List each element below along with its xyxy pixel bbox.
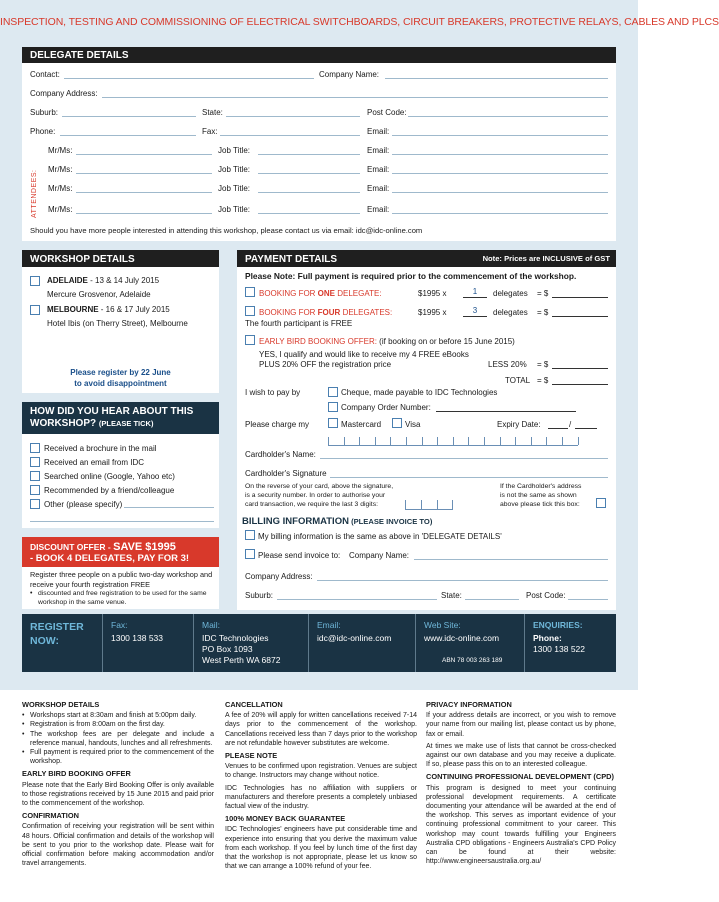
page-title: INSPECTION, TESTING AND COMMISSIONING OF ELECTRICAL SWITCHBOARDS, CIRCUIT BREAKERS, PROTECTIVE RELAYS, CABLES AND PLCS <box>0 16 719 28</box>
address-note-3: above please tick this box: <box>500 501 580 508</box>
billing-state-label: State: <box>441 591 462 600</box>
card-digit-tick <box>500 437 501 445</box>
attendee-1-job-label: Job Title: <box>218 146 251 155</box>
delegate-details-header: DELEGATE DETAILS <box>22 47 616 63</box>
company-name-field[interactable] <box>385 78 608 79</box>
reverse-line-3: card transaction, we require the last 3 digits: <box>245 501 378 508</box>
visa-checkbox[interactable] <box>392 418 402 428</box>
attendee-1-job-field[interactable] <box>258 154 360 155</box>
email-label: Email: <box>367 127 390 136</box>
state-label: State: <box>202 108 223 117</box>
card-digit-tick <box>375 437 376 445</box>
register-deadline-1: Please register by 22 June <box>70 368 171 377</box>
attendee-4-name-field[interactable] <box>76 213 212 214</box>
billing-suburb-label: Suburb: <box>245 591 274 600</box>
card-digit-tick <box>546 437 547 445</box>
booking-one-checkbox[interactable] <box>245 287 255 297</box>
billing-state-field[interactable] <box>465 599 519 600</box>
booking-one-label: BOOKING FOR ONE DELEGATE: <box>259 289 382 298</box>
cheque-checkbox[interactable] <box>328 387 338 397</box>
attendee-2-job-field[interactable] <box>258 173 360 174</box>
attendee-3-email-field[interactable] <box>392 192 608 193</box>
suburb-field[interactable] <box>62 116 196 117</box>
terms-column-2: CANCELLATION A fee of 20% will apply for written cancellations received 7-14 days prior to the commencement of the workshop. Cancellations received less than 7 days prior to the workshop are not refundable however substitutes are welcome. PLEASE NOTE Venues to be confirmed upon registration. Venues are subject to change. Instructors may change without notice. IDC Technologies has no affiliation with suppliers or manufacturers and therefore presents a completely unbiased factual view of the industry. 100% MONEY BACK GUARANTEE IDC Technologies' engineers have put considerable time and experience into ensuring that you derive the maximum value from each workshop. If you feel by lunch time of the first day that the workshop is not appropriate, please let us know so that we can arrange a 100% refund of your fee. <box>225 700 417 871</box>
hear-about-header <box>22 402 219 434</box>
hear-online-checkbox[interactable] <box>30 471 40 481</box>
cardholder-name-label: Cardholder's Name: <box>245 450 316 459</box>
billing-postcode-label: Post Code: <box>526 591 566 600</box>
card-digit-tick <box>422 437 423 445</box>
address-note-1: If the Cardholder's address <box>500 483 582 490</box>
attendee-4-name-label: Mr/Ms: <box>48 205 73 214</box>
discount-line-2: - BOOK 4 DELEGATES, PAY FOR 3! <box>30 553 190 564</box>
billing-address-label: Company Address: <box>245 572 313 581</box>
pay-by-label: I wish to pay by <box>245 388 301 397</box>
booking-one-qty-line <box>463 297 487 298</box>
ebook-line-1: YES, I qualify and would like to receive my 4 FREE eBooks <box>259 350 469 359</box>
attendee-2-name-label: Mr/Ms: <box>48 165 73 174</box>
terms-column-1: WORKSHOP DETAILS • Workshops start at 8:30am and finish at 5:00pm daily. • Registration is from 8:00am on the first day. • The workshop fees are per delegate and include a reference manual, handouts, lunches and all refreshments. • Full payment is required prior to the commencement of the workshop. EARLY BIRD BOOKING OFFER Please note that the Early Bird Booking Offer is only available to those registrations received by 15 June 2015 and paid prior to the commencement of the workshop. CONFIRMATION Confirmation of receiving your registration will be sent within 48 hours. Official confirmation and details of the workshop will be sent to you prior to the workshop date. Please wait for official confirmation before making accommodation and/or travel arrangements. <box>22 700 214 871</box>
hear-email-label: Received an email from IDC <box>44 458 145 467</box>
card-digit-tick <box>437 437 438 445</box>
total-label: TOTAL <box>505 376 531 385</box>
booking-four-checkbox[interactable] <box>245 306 255 316</box>
booking-four-equals: = $ <box>537 308 549 317</box>
card-digit-tick <box>453 437 454 445</box>
fax-field[interactable] <box>220 135 360 136</box>
attendee-1-name-label: Mr/Ms: <box>48 146 73 155</box>
fourth-free-note: The fourth participant is FREE <box>245 319 353 328</box>
total-equals: = $ <box>537 376 549 385</box>
post-code-label: Post Code: <box>367 108 407 117</box>
attendees-label: ATTENDEES: <box>31 169 38 218</box>
hear-other-checkbox[interactable] <box>30 499 40 509</box>
charge-my-label: Please charge my <box>245 420 310 429</box>
billing-same-label: My billing information is the same as above in 'DELEGATE DETAILS' <box>258 532 502 541</box>
fax-label: Fax: <box>202 127 218 136</box>
contact-label: Contact: <box>30 70 60 79</box>
attendee-1-email-field[interactable] <box>392 154 608 155</box>
attendee-3-email-label: Email: <box>367 184 390 193</box>
less-20-label: LESS 20% <box>488 360 527 369</box>
attendee-3-name-label: Mr/Ms: <box>48 184 73 193</box>
visa-label: Visa <box>405 420 421 429</box>
footer-mail: Mail: IDC Technologies PO Box 1093 West Perth WA 6872 <box>202 620 281 665</box>
mastercard-checkbox[interactable] <box>328 418 338 428</box>
register-now-label: REGISTER NOW: <box>30 621 84 647</box>
hear-header-line-2: WORKSHOP? (PLEASE TICK) <box>30 418 154 429</box>
expiry-year-field[interactable] <box>575 428 597 429</box>
card-digit-tick <box>390 437 391 445</box>
card-digit-tick <box>359 437 360 445</box>
less-20-equals: = $ <box>537 360 549 369</box>
footer-abn: ABN 78 003 263 189 <box>442 657 503 664</box>
expiry-slash: / <box>569 420 572 429</box>
attendee-4-email-label: Email: <box>367 205 390 214</box>
card-digit-tick <box>328 437 329 445</box>
footer-email[interactable]: Email: idc@idc-online.com <box>317 620 392 643</box>
company-name-label: Company Name: <box>319 70 380 79</box>
hear-friend-checkbox[interactable] <box>30 485 40 495</box>
contact-field[interactable] <box>64 78 314 79</box>
payment-header-title: PAYMENT DETAILS <box>245 254 338 265</box>
security-digits-field[interactable] <box>405 500 453 510</box>
card-digit-tick <box>344 437 345 445</box>
discount-bullet-2: workshop in the same venue. <box>38 599 127 606</box>
discount-bullet-1: discounted and free registration to be used for the same <box>38 590 207 597</box>
attendee-3-name-field[interactable] <box>76 192 212 193</box>
billing-same-checkbox[interactable] <box>245 530 255 540</box>
card-digit-tick <box>406 437 407 445</box>
expiry-label: Expiry Date: <box>497 420 541 429</box>
card-digit-tick <box>468 437 469 445</box>
delegate-details-panel <box>22 63 616 241</box>
card-digit-tick <box>578 437 579 445</box>
company-address-label: Company Address: <box>30 89 98 98</box>
hear-other-field-2[interactable] <box>30 521 214 522</box>
billing-company-field[interactable] <box>414 559 608 560</box>
cardholder-name-field[interactable] <box>320 458 608 459</box>
booking-four-qty-line <box>463 316 487 317</box>
gst-note: Note: Prices are INCLUSIVE of GST <box>482 254 610 263</box>
hear-brochure-checkbox[interactable] <box>30 443 40 453</box>
attendee-4-email-field[interactable] <box>392 213 608 214</box>
attendee-2-email-label: Email: <box>367 165 390 174</box>
billing-header: BILLING INFORMATION (PLEASE INVOICE TO) <box>242 516 433 527</box>
company-order-label: Company Order Number: <box>341 403 431 412</box>
phone-label: Phone: <box>30 127 56 136</box>
booking-one-price: $1995 x <box>418 289 447 298</box>
early-bird-label: EARLY BIRD BOOKING OFFER: (if booking on or before 15 June 2015) <box>259 337 515 346</box>
post-code-field[interactable] <box>408 116 608 117</box>
billing-address-field[interactable] <box>317 580 608 581</box>
attendee-4-job-field[interactable] <box>258 213 360 214</box>
attendee-2-job-label: Job Title: <box>218 165 251 174</box>
booking-one-equals: = $ <box>537 289 549 298</box>
attendee-2-name-field[interactable] <box>76 173 212 174</box>
booking-one-qty[interactable]: 1 <box>472 287 478 296</box>
mastercard-label: Mastercard <box>341 420 382 429</box>
cheque-label: Cheque, made payable to IDC Technologies <box>341 388 498 397</box>
attendee-3-job-label: Job Title: <box>218 184 251 193</box>
discount-desc-2: receive your fourth registration FREE <box>30 580 151 589</box>
booking-one-amount-field[interactable] <box>552 297 608 298</box>
address-different-checkbox[interactable] <box>596 498 606 508</box>
address-note-2: is not the same as shown <box>500 492 577 499</box>
cardholder-signature-label: Cardholder's Signature <box>245 469 327 478</box>
booking-four-qty[interactable]: 3 <box>472 306 478 315</box>
booking-four-amount-field[interactable] <box>552 316 608 317</box>
hear-other-label: Other (please specify) <box>44 500 123 509</box>
melbourne-option: MELBOURNE - 16 & 17 July 2015 <box>47 305 170 314</box>
booking-four-delegates: delegates <box>493 308 528 317</box>
card-digit-tick <box>484 437 485 445</box>
register-now-bar <box>22 614 616 672</box>
reverse-line-1: On the reverse of your card, above the signature, <box>245 483 394 490</box>
adelaide-checkbox[interactable] <box>30 276 40 286</box>
billing-send-label: Please send invoice to: <box>258 551 341 560</box>
company-address-field[interactable] <box>102 97 608 98</box>
hear-other-field[interactable] <box>124 507 214 508</box>
ebook-line-2: PLUS 20% OFF the registration price <box>259 360 392 369</box>
total-amount-field[interactable] <box>552 384 608 385</box>
footer-fax: Fax: 1300 138 533 <box>111 620 163 643</box>
early-bird-checkbox[interactable] <box>245 335 255 345</box>
footer-website[interactable]: Web Site: www.idc-online.com ABN 78 003 263 189 <box>424 620 503 664</box>
hear-friend-label: Recommended by a friend/colleague <box>44 486 175 495</box>
company-order-field[interactable] <box>436 411 576 412</box>
workshop-details-header: WORKSHOP DETAILS <box>22 250 219 267</box>
billing-postcode-field[interactable] <box>568 599 608 600</box>
reverse-line-2: is a security number. In order to authorise your <box>245 492 386 499</box>
expiry-month-field[interactable] <box>548 428 568 429</box>
billing-company-label: Company Name: <box>349 551 410 560</box>
less-20-amount-field[interactable] <box>552 368 608 369</box>
card-number-field[interactable] <box>328 445 578 446</box>
payment-details-header <box>237 250 616 267</box>
attendee-1-name-field[interactable] <box>76 154 212 155</box>
company-order-checkbox[interactable] <box>328 402 338 412</box>
adelaide-option: ADELAIDE - 13 & 14 July 2015 <box>47 276 160 285</box>
cardholder-signature-field[interactable] <box>330 477 608 478</box>
security-digit-divider-1 <box>421 500 422 510</box>
hear-header-line-1: HOW DID YOU HEAR ABOUT THIS <box>30 406 194 417</box>
attendee-1-email-label: Email: <box>367 146 390 155</box>
card-digit-tick <box>562 437 563 445</box>
terms-column-3: PRIVACY INFORMATION If your address details are incorrect, or you wish to remove your name from our mailing list, please contact us by phone, fax or email. At times we make use of lists that cannot be cross-checked against our own database and you may receive a duplicate. If so, please pass this on to an interested colleague. CONTINUING PROFESSIONAL DEVELOPMENT (CPD) This program is designed to meet your continuing professional development requirements. A certificate documenting your attendance will be awarded at the end of the workshop. This serves as important evidence of your continuing professional commitment to your career. This workshop may count towards fulfilling your Engineers Australia CPD obligations - Engineers Australia's CPD Policy can be found at their website: http://www.engineersaustralia.org.au/ <box>426 700 616 866</box>
booking-one-delegates: delegates <box>493 289 528 298</box>
discount-desc-1: Register three people on a public two-day workshop and <box>30 570 213 579</box>
booking-four-price: $1995 x <box>418 308 447 317</box>
register-deadline-2: to avoid disappointment <box>74 379 167 388</box>
melbourne-checkbox[interactable] <box>30 305 40 315</box>
discount-offer-banner <box>22 537 219 567</box>
attendee-3-job-field[interactable] <box>258 192 360 193</box>
billing-send-checkbox[interactable] <box>245 549 255 559</box>
attendee-2-email-field[interactable] <box>392 173 608 174</box>
phone-field[interactable] <box>60 135 196 136</box>
discount-bullet-marker: • <box>30 590 33 597</box>
booking-four-label: BOOKING FOR FOUR DELEGATES: <box>259 308 393 317</box>
card-digit-tick <box>531 437 532 445</box>
hear-online-label: Searched online (Google, Yahoo etc) <box>44 472 175 481</box>
adelaide-venue: Mercure Grosvenor, Adelaide <box>47 290 151 299</box>
melbourne-venue: Hotel Ibis (on Therry Street), Melbourne <box>47 319 188 328</box>
suburb-label: Suburb: <box>30 108 59 117</box>
email-field[interactable] <box>392 135 608 136</box>
security-digit-divider-2 <box>437 500 438 510</box>
footer-enquiries: ENQUIRIES: Phone: 1300 138 522 <box>533 620 585 654</box>
more-people-note: Should you have more people interested in attending this workshop, please contact us via email: idc@idc-online.com <box>30 226 423 235</box>
hear-brochure-label: Received a brochure in the mail <box>44 444 157 453</box>
discount-line-1: DISCOUNT OFFER - SAVE $1995 <box>30 541 176 553</box>
payment-notice: Please Note: Full payment is required prior to the commencement of the workshop. <box>245 271 577 281</box>
attendee-4-job-label: Job Title: <box>218 205 251 214</box>
state-field[interactable] <box>226 116 360 117</box>
billing-suburb-field[interactable] <box>277 599 437 600</box>
hear-email-checkbox[interactable] <box>30 457 40 467</box>
card-digit-tick <box>515 437 516 445</box>
